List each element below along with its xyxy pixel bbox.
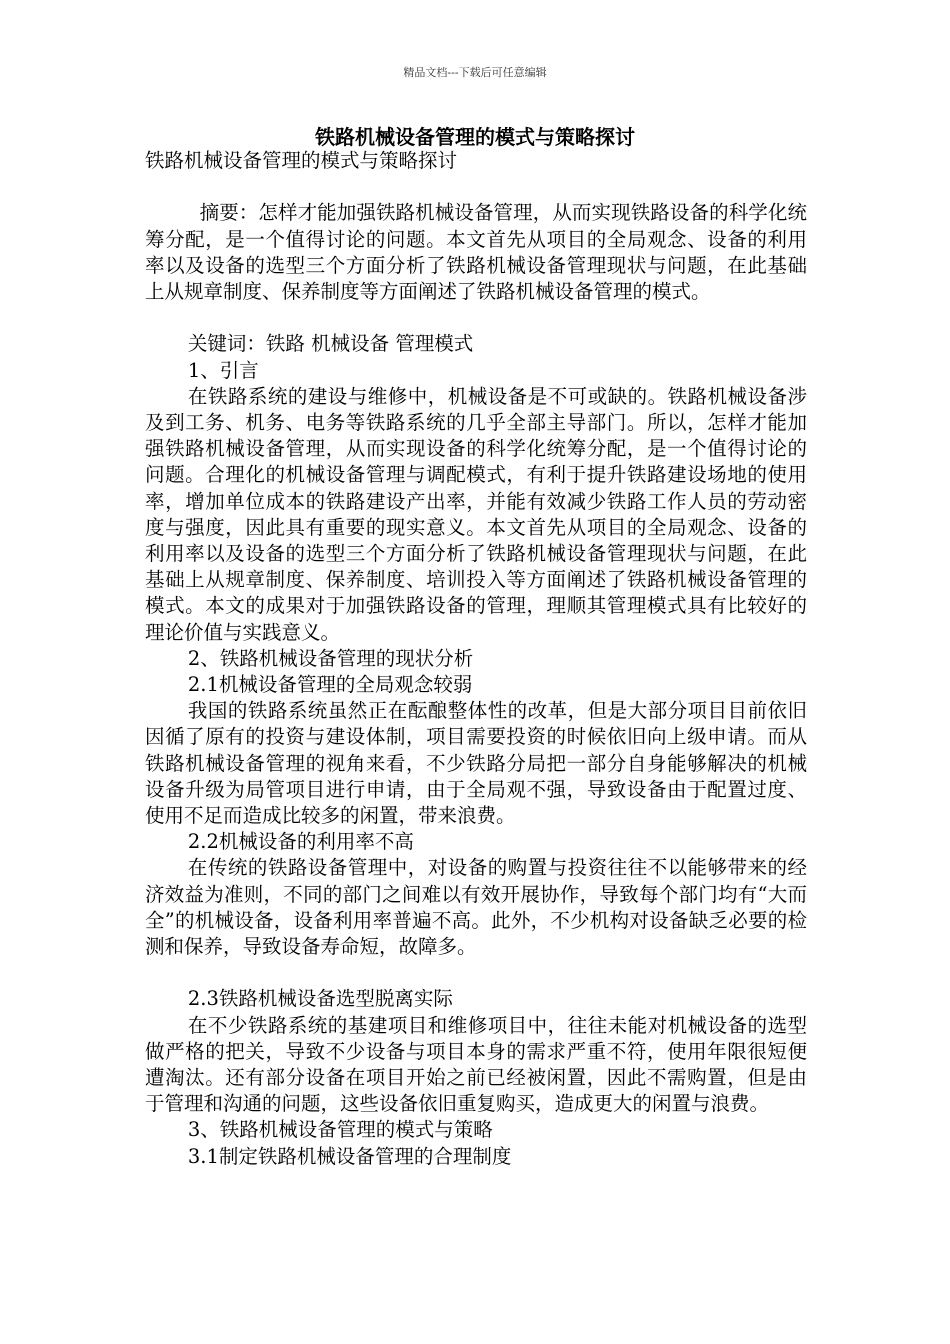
keywords-line: 关键词：铁路 机械设备 管理模式	[187, 332, 474, 356]
section-heading-2-3: 2.3铁路机械设备选型脱离实际	[187, 987, 453, 1011]
section-heading-1: 1、引言	[187, 358, 259, 382]
blank-line	[145, 960, 807, 986]
section-2-1-paragraph: 我国的铁路系统虽然正在酝酿整体性的改革，但是大部分项目目前依旧因循了原有的投资与建设体制，项目需要投资的时候依旧向上级申请。而从铁路机械设备管理的视角来看，不少铁路分局把一部分自身能够解决的机械设备升级为局管项目进行申请，由于全局观不强，导致设备由于配置过度、使用不足而造成比较多的闲置，带来浪费。	[145, 699, 807, 828]
section-heading-3-1: 3.1制定铁路机械设备管理的合理制度	[187, 1144, 512, 1168]
section-heading-2: 2、铁路机械设备管理的现状分析	[187, 646, 474, 670]
section-heading-2-2: 2.2机械设备的利用率不高	[187, 830, 414, 854]
section-2-3-paragraph: 在不少铁路系统的基建项目和维修项目中，往往未能对机械设备的选型做严格的把关，导致不少设备与项目本身的需求严重不符，使用年限很短便遭淘汰。还有部分设备在项目开始之前已经被闲置，因此不需购置，但是由于管理和沟通的问题，这些设备依旧重复购买，造成更大的闲置与浪费。	[145, 1013, 807, 1116]
blank-line	[145, 174, 807, 200]
section-1-paragraph: 在铁路系统的建设与维修中，机械设备是不可或缺的。铁路机械设备涉及到工务、机务、电务等铁路系统的几乎全部主导部门。所以，怎样才能加强铁路机械设备管理，从而实现设备的科学化统筹分配，是一个值得讨论的问题。合理化的机械设备管理与调配模式，有利于提升铁路建设场地的使用率，增加单位成本的铁路建设产出率，并能有效减少铁路工作人员的劳动密度与强度，因此具有重要的现实意义。本文首先从项目的全局观念、设备的利用率以及设备的选型三个方面分析了铁路机械设备管理现状与问题，在此基础上从规章制度、保养制度、培训投入等方面阐述了铁路机械设备管理的模式。本文的成果对于加强铁路设备的管理，理顺其管理模式具有比较好的理论价值与实践意义。	[145, 384, 807, 644]
document-title: 铁路机械设备管理的模式与策略探讨	[315, 125, 635, 149]
abstract-paragraph: 摘要：怎样才能加强铁路机械设备管理，从而实现铁路设备的科学化统筹分配，是一个值得讨论的问题。本文首先从项目的全局观念、设备的利用率以及设备的选型三个方面分析了铁路机械设备管理现状与问题，在此基础上从规章制度、保养制度等方面阐述了铁路机械设备管理的模式。	[145, 201, 807, 303]
document-subtitle: 铁路机械设备管理的模式与策略探讨	[145, 149, 458, 172]
section-2-2-paragraph: 在传统的铁路设备管理中，对设备的购置与投资往往不以能够带来的经济效益为准则，不同的部门之间难以有效开展协作，导致每个部门均有“大而全”的机械设备，设备利用率普遍不高。此外，不少机构对设备缺乏必要的检测和保养，导致设备寿命短，故障多。	[145, 856, 807, 959]
section-heading-3: 3、铁路机械设备管理的模式与策略	[187, 1118, 493, 1142]
section-heading-2-1: 2.1机械设备管理的全局观念较弱	[187, 673, 473, 697]
document-body	[145, 148, 807, 1170]
header-note: 精品文档---下载后可任意编辑	[403, 66, 547, 79]
blank-line	[145, 305, 807, 331]
